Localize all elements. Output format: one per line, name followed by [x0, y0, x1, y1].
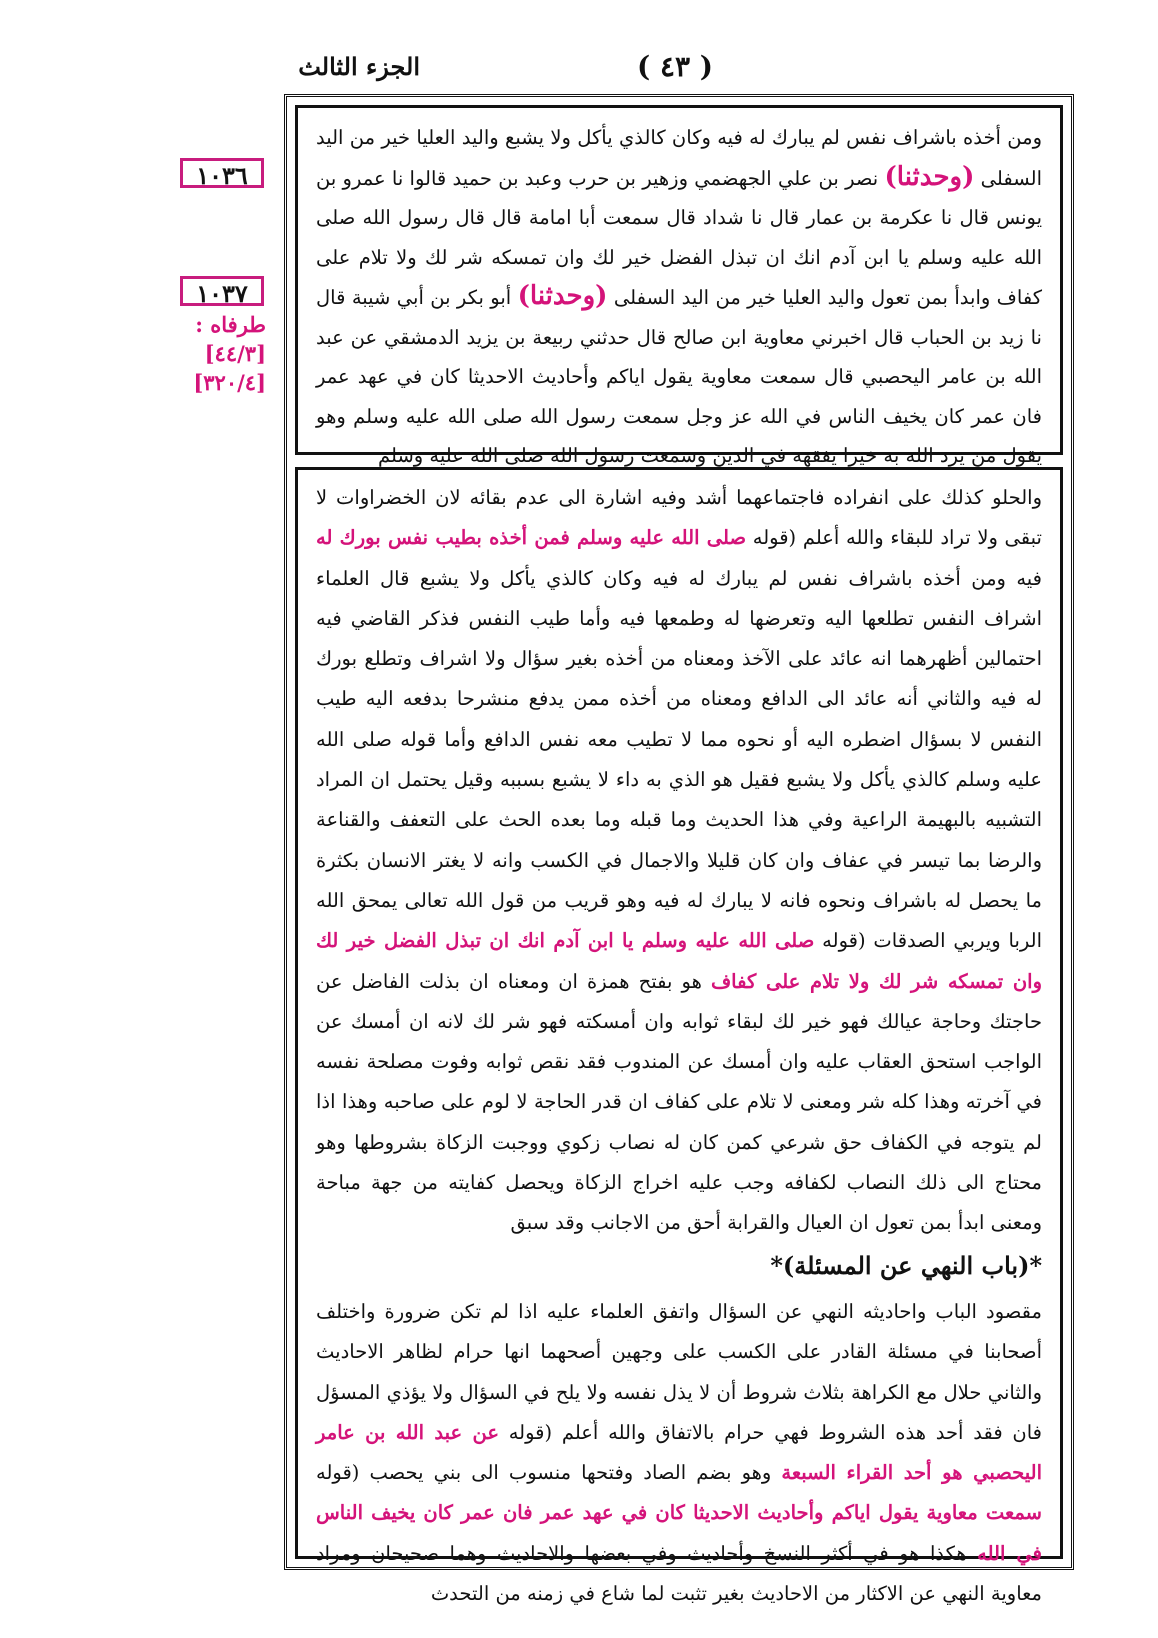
tarafahu-block — [174, 310, 266, 397]
page-header — [290, 48, 1080, 88]
sharh-part: هكذا هو في أكثر النسخ وأحاديث وفي بعضها والاحاديث وهما صحيحان ومراد معاوية النهي عن الاكثار من الاحاديث بغير تثبت لما شاع في زمنه من التحدث — [316, 1541, 1042, 1606]
sharh-paragraph-1 — [316, 478, 1042, 1244]
sharh-box — [295, 467, 1063, 1606]
sharh-part: وهو بضم الصاد وفتحها منسوب الى بني يحصب (قوله — [316, 1461, 782, 1485]
section-title: *(باب النهي عن المسئلة)* — [770, 1250, 1042, 1280]
hadith-number-1037: ١٠٣٧ — [180, 276, 264, 306]
hadith-number-1036: ١٠٣٦ — [180, 158, 264, 188]
matn-part: ومن أخذه باشراف نفس لم يبارك له فيه وكان كالذي يأكل ولا يشبع واليد العليا خير من اليد السفلى — [316, 126, 1042, 190]
matn-part: نصر بن علي الجهضمي وزهير بن حرب وعبد بن حميد قالوا نا عمرو بن يونس قال نا عكرمة بن عمار قال نا شداد قال سمعت أبا امامة قال قال رسول الله صلى الله عليه وسلم يا ابن آدم انك ان تبذل الفضل خير لك وان تمسكه شر لك ولا تلام على كفاف وابدأ بمن تعول واليد العليا خير من اليد السفلى — [316, 166, 1042, 309]
sharh-part: هو بفتح همزة ان ومعناه ان بذلت الفاضل عن حاجتك وحاجة عيالك فهو خير لك لبقاء ثوابه وان أمسكته فهو شر لك لانه ان أمسك عن الواجب استحق العقاب عليه وان أمسك عن المندوب فقد نقص ثوابه وفوت مصلحة نفسه في آخرته وهذا كله شر ومعنى لا تلام على كفاف ان قدر الحاجة لا لوم على صاحبه وهذا اذا لم يتوجه في الكفاف حق شرعي كمن كان له نصاب زكوي ووجبت الزكاة بشروطها وهو محتاج الى ذلك النصاب لكفافه وجب عليه اخراج الزكاة ويحصل كفايته من جهة مباحة ومعنى ابدأ بمن تعول ان العيال والقرابة أحق من الاجانب وقد سبق — [316, 969, 1042, 1235]
quoted-hadith: صلى الله عليه وسلم فمن أخذه بطيب نفس بورك له — [316, 526, 747, 550]
wahaddathana-marker: (وحدثنا) — [884, 161, 975, 192]
page-number: ( ٤٣ ) — [636, 50, 714, 83]
tarafahu-ref-2: [٣٢٠/٤] — [193, 370, 266, 395]
quoted-hadith: عن عبد الله بن عامر اليحصبي هو أحد القراء السبعة — [316, 1420, 1042, 1485]
sharh-part: مقصود الباب واحاديثه النهي عن السؤال واتفق العلماء عليه اذا لم تكن ضرورة واختلف أصحابنا في مسئلة القادر على الكسب على وجهين أصحهما انها حرام لظاهر الاحاديث والثاني حلال مع الكراهة بثلاث شروط أن لا يذل نفسه ولا يلح في السؤال ولا يؤذي المسؤل فان فقد أحد هذه الشروط فهي حرام بالاتفاق والله أعلم (قوله — [316, 1299, 1042, 1444]
matn-part: أبو بكر بن أبي شيبة قال نا زيد بن الحباب قال اخبرني معاوية ابن صالح قال حدثني ربيعة بن يزيد الدمشقي عن عبد الله بن عامر اليحصبي قال سمعت معاوية يقول اياكم وأحاديث الاحديثا كان في عهد عمر فان عمر كان يخيف الناس في الله عز وجل سمعت رسول الله صلى الله عليه وسلم وهو يقول من يرد الله به خيرا يفقهه في الدين وسمعت رسول الله صلى الله عليه وسلم — [316, 286, 1042, 467]
juz-label: الجزء الثالث — [298, 52, 420, 81]
tarafahu-ref-1: [٤٤/٣] — [204, 341, 266, 366]
quoted-hadith: صلى الله عليه وسلم يا ابن آدم انك ان تبذل الفضل خير لك وان تمسكه شر لك ولا تلام على كفاف — [316, 929, 1042, 993]
sharh-part: والحلو كذلك على انفراده فاجتماعهما أشد وفيه اشارة الى عدم بقائه لان الخضراوات لا تبقى ولا تراد للبقاء والله أعلم (قوله — [316, 486, 1042, 550]
quoted-hadith: سمعت معاوية يقول اياكم وأحاديث الاحديثا كان في عهد عمر فان عمر كان يخيف الناس في الله — [316, 1501, 1042, 1565]
sharh-part: فيه ومن أخذه باشراف نفس لم يبارك له فيه وكان كالذي يأكل ولا يشبع قال العلماء اشراف النفس تطلعها اليه وتعرضها له وطمعها فيه وأما طيب النفس فذكر القاضي فيه احتمالين أظهرهما انه عائد على الآخذ ومعناه من أخذه بغير سؤال ولا اشراف وتطلع بورك له فيه والثاني أنه عائد الى الدافع ومعناه من أخذه ممن يدفع منشرحا بدفعه اليه طيب النفس لا بسؤال اضطره اليه أو نحوه مما لا تطيب معه نفس الدافع وأما قوله صلى الله عليه وسلم كالذي يأكل ولا يشبع فقيل هو الذي به داء لا يشبع بسببه وقيل يحتمل ان المراد التشبيه بالبهيمة الراعية وفي هذا الحديث وما قبله وما بعده الحث على التعفف والقناعة والرضا بما تيسر في عفاف وان كان قليلا والاجمال في الكسب وانه لا يغتر الانسان بكثرة ما يحصل له باشراف ونحوه فانه لا يبارك له فيه وهو قريب من قول الله تعالى يمحق الله الربا ويربي الصدقات (قوله — [316, 566, 1043, 953]
page-frame — [284, 94, 1074, 1606]
sharh-text — [298, 470, 1060, 1614]
tarafahu-label: طرفاه : — [195, 312, 266, 337]
sharh-paragraph-2 — [316, 1292, 1042, 1614]
matn-text — [298, 108, 1060, 476]
matn-box — [295, 105, 1063, 467]
wahaddathana-marker: (وحدثنا) — [517, 281, 608, 311]
